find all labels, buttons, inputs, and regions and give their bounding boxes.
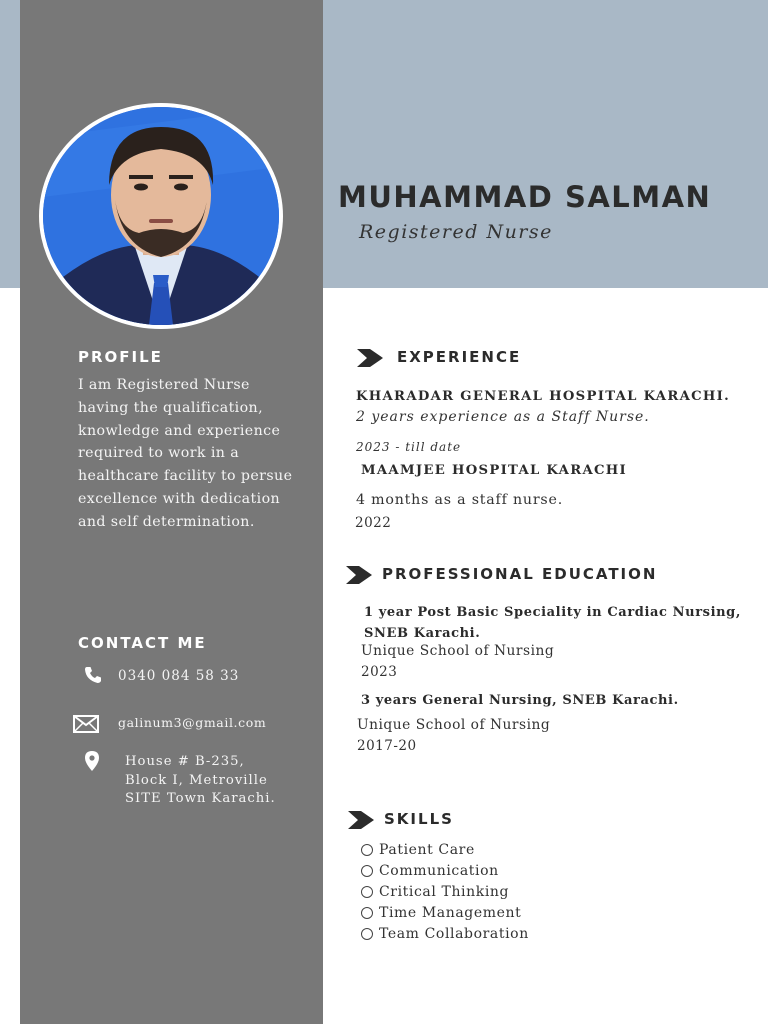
skill-item bbox=[361, 884, 509, 900]
envelope-icon bbox=[73, 715, 99, 737]
education-school: Unique School of Nursing bbox=[357, 717, 551, 733]
address-line: Block I, Metroville bbox=[125, 772, 268, 788]
bullet-circle-icon bbox=[361, 844, 373, 856]
skill-item bbox=[361, 926, 529, 942]
candidate-name: MUHAMMAD SALMAN bbox=[338, 180, 712, 214]
skills-heading: SKILLS bbox=[384, 810, 454, 828]
experience-period: 2023 - till date bbox=[356, 440, 462, 454]
email-address[interactable]: galinum3@gmail.com bbox=[118, 715, 267, 730]
experience-heading: EXPERIENCE bbox=[397, 348, 522, 366]
bullet-circle-icon bbox=[361, 907, 373, 919]
education-title: 1 year Post Basic Speciality in Cardiac Nursing, bbox=[364, 605, 741, 620]
bullet-circle-icon bbox=[361, 865, 373, 877]
experience-period: 2022 bbox=[355, 515, 392, 531]
skill-item bbox=[361, 905, 521, 921]
skill-item bbox=[361, 842, 475, 858]
bullet-circle-icon bbox=[361, 886, 373, 898]
profile-heading: PROFILE bbox=[78, 348, 163, 366]
profile-text: I am Registered Nurse having the qualification, knowledge and experience required to work in a healthcare facility to persue excellence with dedication and self determination. bbox=[78, 377, 293, 530]
bullet-circle-icon bbox=[361, 928, 373, 940]
skill-label: Communication bbox=[379, 863, 499, 879]
education-title: 3 years General Nursing, SNEB Karachi. bbox=[361, 693, 679, 708]
education-school: Unique School of Nursing bbox=[361, 643, 555, 659]
skill-item bbox=[361, 863, 499, 879]
education-heading: PROFESSIONAL EDUCATION bbox=[382, 565, 658, 583]
experience-employer: MAAMJEE HOSPITAL KARACHI bbox=[361, 463, 628, 478]
experience-description: 2 years experience as a Staff Nurse. bbox=[356, 409, 650, 425]
education-year: 2023 bbox=[361, 664, 398, 680]
chevron-arrow-icon bbox=[348, 811, 374, 833]
skill-label: Time Management bbox=[379, 905, 522, 921]
address bbox=[125, 753, 276, 809]
contact-heading: CONTACT ME bbox=[78, 634, 207, 652]
education-year: 2017-20 bbox=[357, 738, 417, 754]
skill-label: Team Collaboration bbox=[379, 926, 529, 942]
phone-number[interactable]: 0340 084 58 33 bbox=[118, 668, 240, 684]
experience-description: 4 months as a staff nurse. bbox=[356, 492, 564, 508]
profile-photo bbox=[43, 107, 279, 325]
address-line: House # B-235, bbox=[125, 754, 245, 769]
skill-label: Critical Thinking bbox=[379, 884, 510, 900]
location-pin-icon bbox=[85, 751, 99, 775]
address-line: SITE Town Karachi. bbox=[125, 791, 276, 806]
education-title-cont: SNEB Karachi. bbox=[364, 626, 481, 641]
chevron-arrow-icon bbox=[346, 566, 372, 588]
candidate-role: Registered Nurse bbox=[359, 221, 553, 243]
phone-icon bbox=[84, 666, 102, 688]
experience-employer: KHARADAR GENERAL HOSPITAL KARACHI. bbox=[356, 389, 731, 404]
chevron-arrow-icon bbox=[357, 349, 383, 371]
skill-label: Patient Care bbox=[379, 842, 475, 858]
